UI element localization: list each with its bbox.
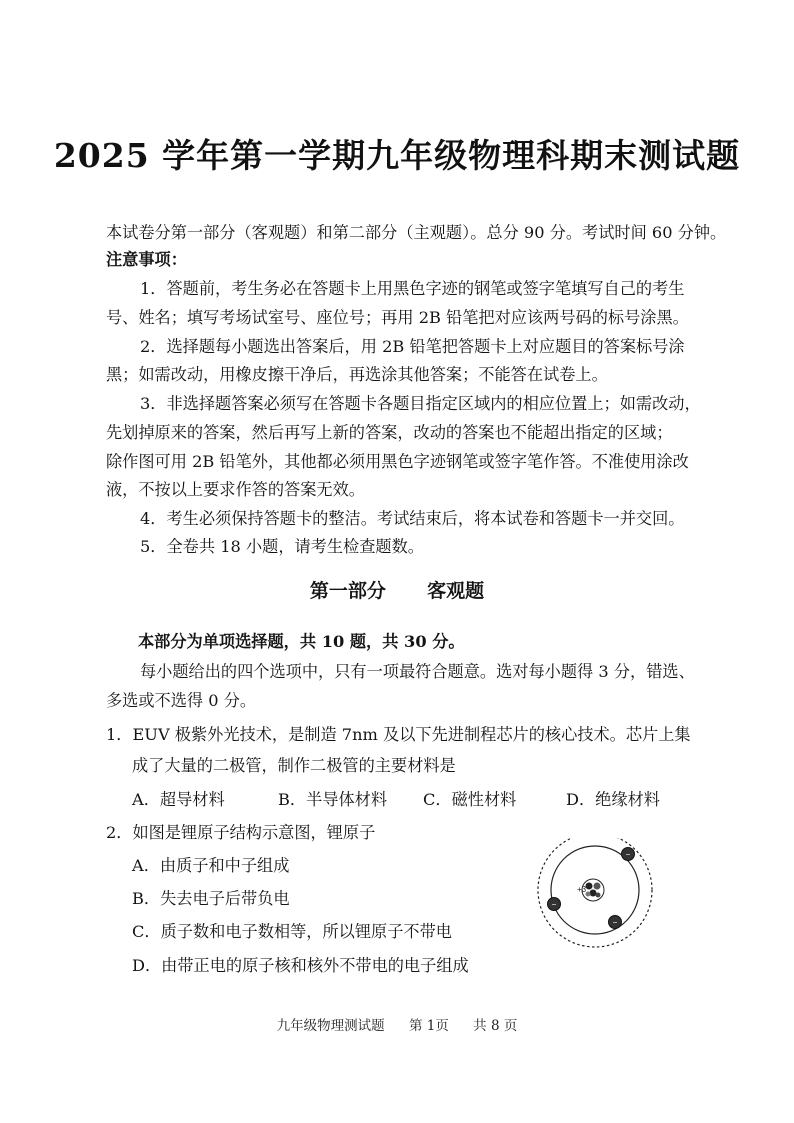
notice-line: 1．答题前，考生务必在答题卡上用黑色字迹的钢笔或签字笔填写自己的考生 — [140, 279, 685, 298]
question-1-option-b: B．半导体材料 — [278, 790, 388, 809]
notice-line: 黑；如需改动，用橡皮擦干净后，再选涂其他答案；不能答在试卷上。 — [106, 365, 608, 384]
notice-line: 3．非选择题答案必须写在答题卡各题目指定区域内的相应位置上；如需改动， — [140, 394, 701, 413]
notice-line: 除作图可用 2B 铅笔外，其他都必须用黑色字迹钢笔或签字笔作答。不准使用涂改 — [106, 452, 689, 471]
section-name: 客观题 — [427, 580, 485, 602]
svg-text:−: − — [612, 918, 618, 927]
exam-intro: 本试卷分第一部分（客观题）和第二部分（主观题）。总分 90 分。考试时间 60 分钟。 — [106, 223, 727, 242]
lithium-atom-diagram — [534, 838, 660, 960]
section-heading — [0, 576, 794, 603]
question-1-option-c: C．磁性材料 — [423, 790, 517, 809]
question-2-option-a: A．由质子和中子组成 — [132, 856, 290, 875]
question-1-stem: 1．EUV 极紫外光技术，是制造 7nm 及以下先进制程芯片的核心技术。芯片上集 — [106, 725, 691, 744]
electron — [609, 916, 622, 929]
notice-line: 液，不按以上要求作答的答案无效。 — [106, 480, 365, 499]
exam-title: 2025 学年第一学期九年级物理科期末测试题 — [53, 136, 741, 175]
notice-line: 2．选择题每小题选出答案后，用 2B 铅笔把答题卡上对应题目的答案标号涂 — [140, 337, 685, 356]
question-1-option-a: A．超导材料 — [132, 790, 225, 809]
section-part: 第一部分 — [309, 580, 386, 602]
question-2-stem: 2．如图是锂原子结构示意图，锂原子 — [106, 823, 376, 842]
notice-line: 号、姓名；填写考场试室号、座位号；再用 2B 铅笔把对应该两号码的标号涂黑。 — [106, 308, 689, 327]
section-rule: 每小题给出的四个选项中，只有一项最符合题意。选对每小题得 3 分，错选、 — [140, 662, 695, 681]
section-rule: 多选或不选得 0 分。 — [106, 691, 257, 710]
notice-line: 4．考生必须保持答题卡的整洁。考试结束后，将本试卷和答题卡一并交回。 — [140, 509, 685, 528]
footer-page-number: 第 1页 — [408, 1018, 449, 1034]
footer-subject: 九年级物理测试题 — [276, 1018, 385, 1034]
question-2-option-d: D．由带正电的原子核和核外不带电的电子组成 — [132, 956, 469, 975]
question-2-option-c: C．质子数和电子数相等，所以锂原子不带电 — [132, 922, 452, 941]
section-intro: 本部分为单项选择题，共 10 题，共 30 分。 — [138, 632, 465, 651]
question-1-stem: 成了大量的二极管，制作二极管的主要材料是 — [132, 756, 456, 775]
question-2-option-b: B．失去电子后带负电 — [132, 889, 290, 908]
electron — [548, 898, 561, 911]
notice-line: 5．全卷共 18 小题，请考生检查题数。 — [140, 537, 424, 556]
svg-text:−: − — [551, 900, 557, 909]
notice-heading: 注意事项： — [106, 250, 187, 269]
nucleus-charge-label: +3 — [577, 885, 587, 894]
page-footer — [0, 1014, 794, 1034]
footer-total-pages: 共 8 页 — [473, 1018, 518, 1034]
svg-text:−: − — [625, 850, 631, 859]
electron — [622, 848, 635, 861]
notice-line: 先划掉原来的答案，然后再写上新的答案，改动的答案也不能超出指定的区域； — [106, 423, 673, 442]
question-1-option-d: D．绝缘材料 — [566, 790, 660, 809]
